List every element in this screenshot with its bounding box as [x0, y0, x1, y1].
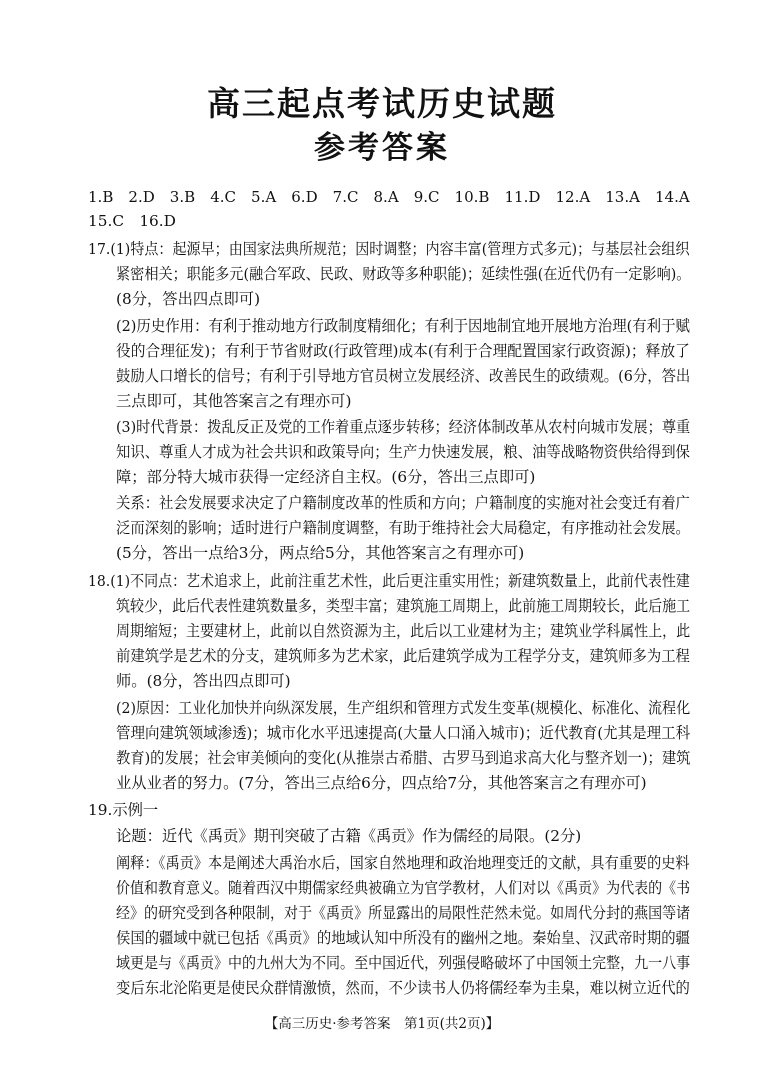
- q17-line: 三点即可，其他答案言之有理亦可): [116, 392, 352, 410]
- page-title: 高三起点考试历史试题: [207, 84, 557, 123]
- q17-line: 紧密相关；职能多元(融合军政、民政、财政等多种职能)；延续性强(在近代仍有一定影响)。: [116, 265, 691, 283]
- q19-line: 价值和教育意义。随着西汉中期儒家经典被确立为官学教材，人们对以《禹贡》为代表的《书: [116, 879, 691, 897]
- q18-line: 18.(1)不同点：艺术追求上，此前注重艺术性，此后更注重实用性；新建筑数量上，此前代表性建: [88, 572, 690, 590]
- q18-line: (2)原因：工业化加快并向纵深发展，生产组织和管理方式发生变革(规模化、标准化、流程化: [116, 699, 691, 717]
- mc-answers-row-1: 1.B 2.D 3.B 4.C 5.A 6.D 7.C 8.A 9.C 10.B 11.D 12.A 13.A 14.A: [88, 188, 690, 206]
- q19-line: 变后东北沦陷更是使民众群情激愤，然而，不少读书人仍将儒经奉为圭臬，难以树立近代的: [116, 979, 690, 997]
- q18-line: 前建筑学是艺术的分支，建筑师多为艺术家，此后建筑学成为工程学分支，建筑师多为工程: [116, 647, 690, 665]
- q17-line: (2)历史作用：有利于推动地方行政制度精细化；有利于因地制宜地开展地方治理(有利于赋: [116, 317, 690, 335]
- q17-line: 障；部分特大城市获得一定经济自主权。(6分，答出三点即可): [116, 468, 536, 486]
- q19-line: 阐释：《禹贡》本是阐述大禹治水后，国家自然地理和政治地理变迁的文献，具有重要的史料: [116, 854, 690, 872]
- q17-line: 泛而深刻的影响；适时进行户籍制度调整，有助于维持社会大局稳定，有序推动社会发展。: [116, 519, 690, 537]
- q17-line: (5分，答出一点给3分，两点给5分，其他答案言之有理亦可): [116, 544, 525, 562]
- q19-line: 侯国的疆域中就已包括《禹贡》的地域认知中所没有的幽州之地。秦始皇、汉武帝时期的疆: [116, 929, 690, 947]
- q18-line: 筑较少，此后代表性建筑数量多，类型丰富；建筑施工周期上，此前施工周期较长，此后施工: [116, 597, 691, 615]
- q17-line: 役的合理征发)；有利于节省财政(行政管理)成本(有利于合理配置国家行政资源)；释放了: [116, 342, 690, 360]
- q18-line: 业从业者的努力。(7分，答出三点给6分，四点给7分，其他答案言之有理亦可): [116, 774, 647, 792]
- page-footer: 【高三历史·参考答案 第1页(共2页)】: [264, 1016, 500, 1032]
- q17-line: 知识、尊重人才成为社会共识和政策导向；生产力快速发展，粮、油等战略物资供给得到保: [116, 443, 690, 461]
- q19-line: 论题：近代《禹贡》期刊突破了古籍《禹贡》作为儒经的局限。(2分): [116, 827, 582, 845]
- q17-line: (8分，答出四点即可): [116, 290, 261, 308]
- q17-line: (3)时代背景：拨乱反正及党的工作着重点逐步转移；经济体制改革从农村向城市发展；尊重: [116, 418, 691, 436]
- q17-line: 鼓励人口增长的信号；有利于引导地方官员树立发展经济、改善民生的政绩观。(6分，答出: [116, 367, 691, 385]
- q19-line: 经》的研究受到各种限制，对于《禹贡》所显露出的局限性茫然未觉。如周代分封的燕国等诸: [116, 904, 691, 922]
- q18-line: 管理向建筑领域渗透)；城市化水平迅速提高(大量人口涌入城市)；近代教育(尤其是理工科: [116, 724, 691, 742]
- q18-line: 师。(8分，答出四点即可): [116, 672, 291, 690]
- q17-line: 关系：社会发展要求决定了户籍制度改革的性质和方向；户籍制度的实施对社会变迁有着广: [116, 494, 690, 512]
- q18-line: 周期缩短；主要建材上，此前以自然资源为主，此后以工业建材为主；建筑业学科属性上，此: [116, 622, 691, 640]
- q18-line: 教育)的发展；社会审美倾向的变化(从推崇古希腊、古罗马到追求高大化与整齐划一)；建筑: [116, 749, 691, 767]
- page-subtitle: 参考答案: [314, 130, 450, 166]
- q19-line: 19.示例一: [88, 801, 159, 819]
- q17-line: 17.(1)特点：起源早；由国家法典所规范；因时调整；内容丰富(管理方式多元)；与基层社会组织: [88, 240, 690, 258]
- q19-line: 域更是与《禹贡》中的九州大为不同。至中国近代，列强侵略破坏了中国领土完整，九一八事: [116, 954, 691, 972]
- mc-answers-row-2: 15.C 16.D: [88, 212, 176, 230]
